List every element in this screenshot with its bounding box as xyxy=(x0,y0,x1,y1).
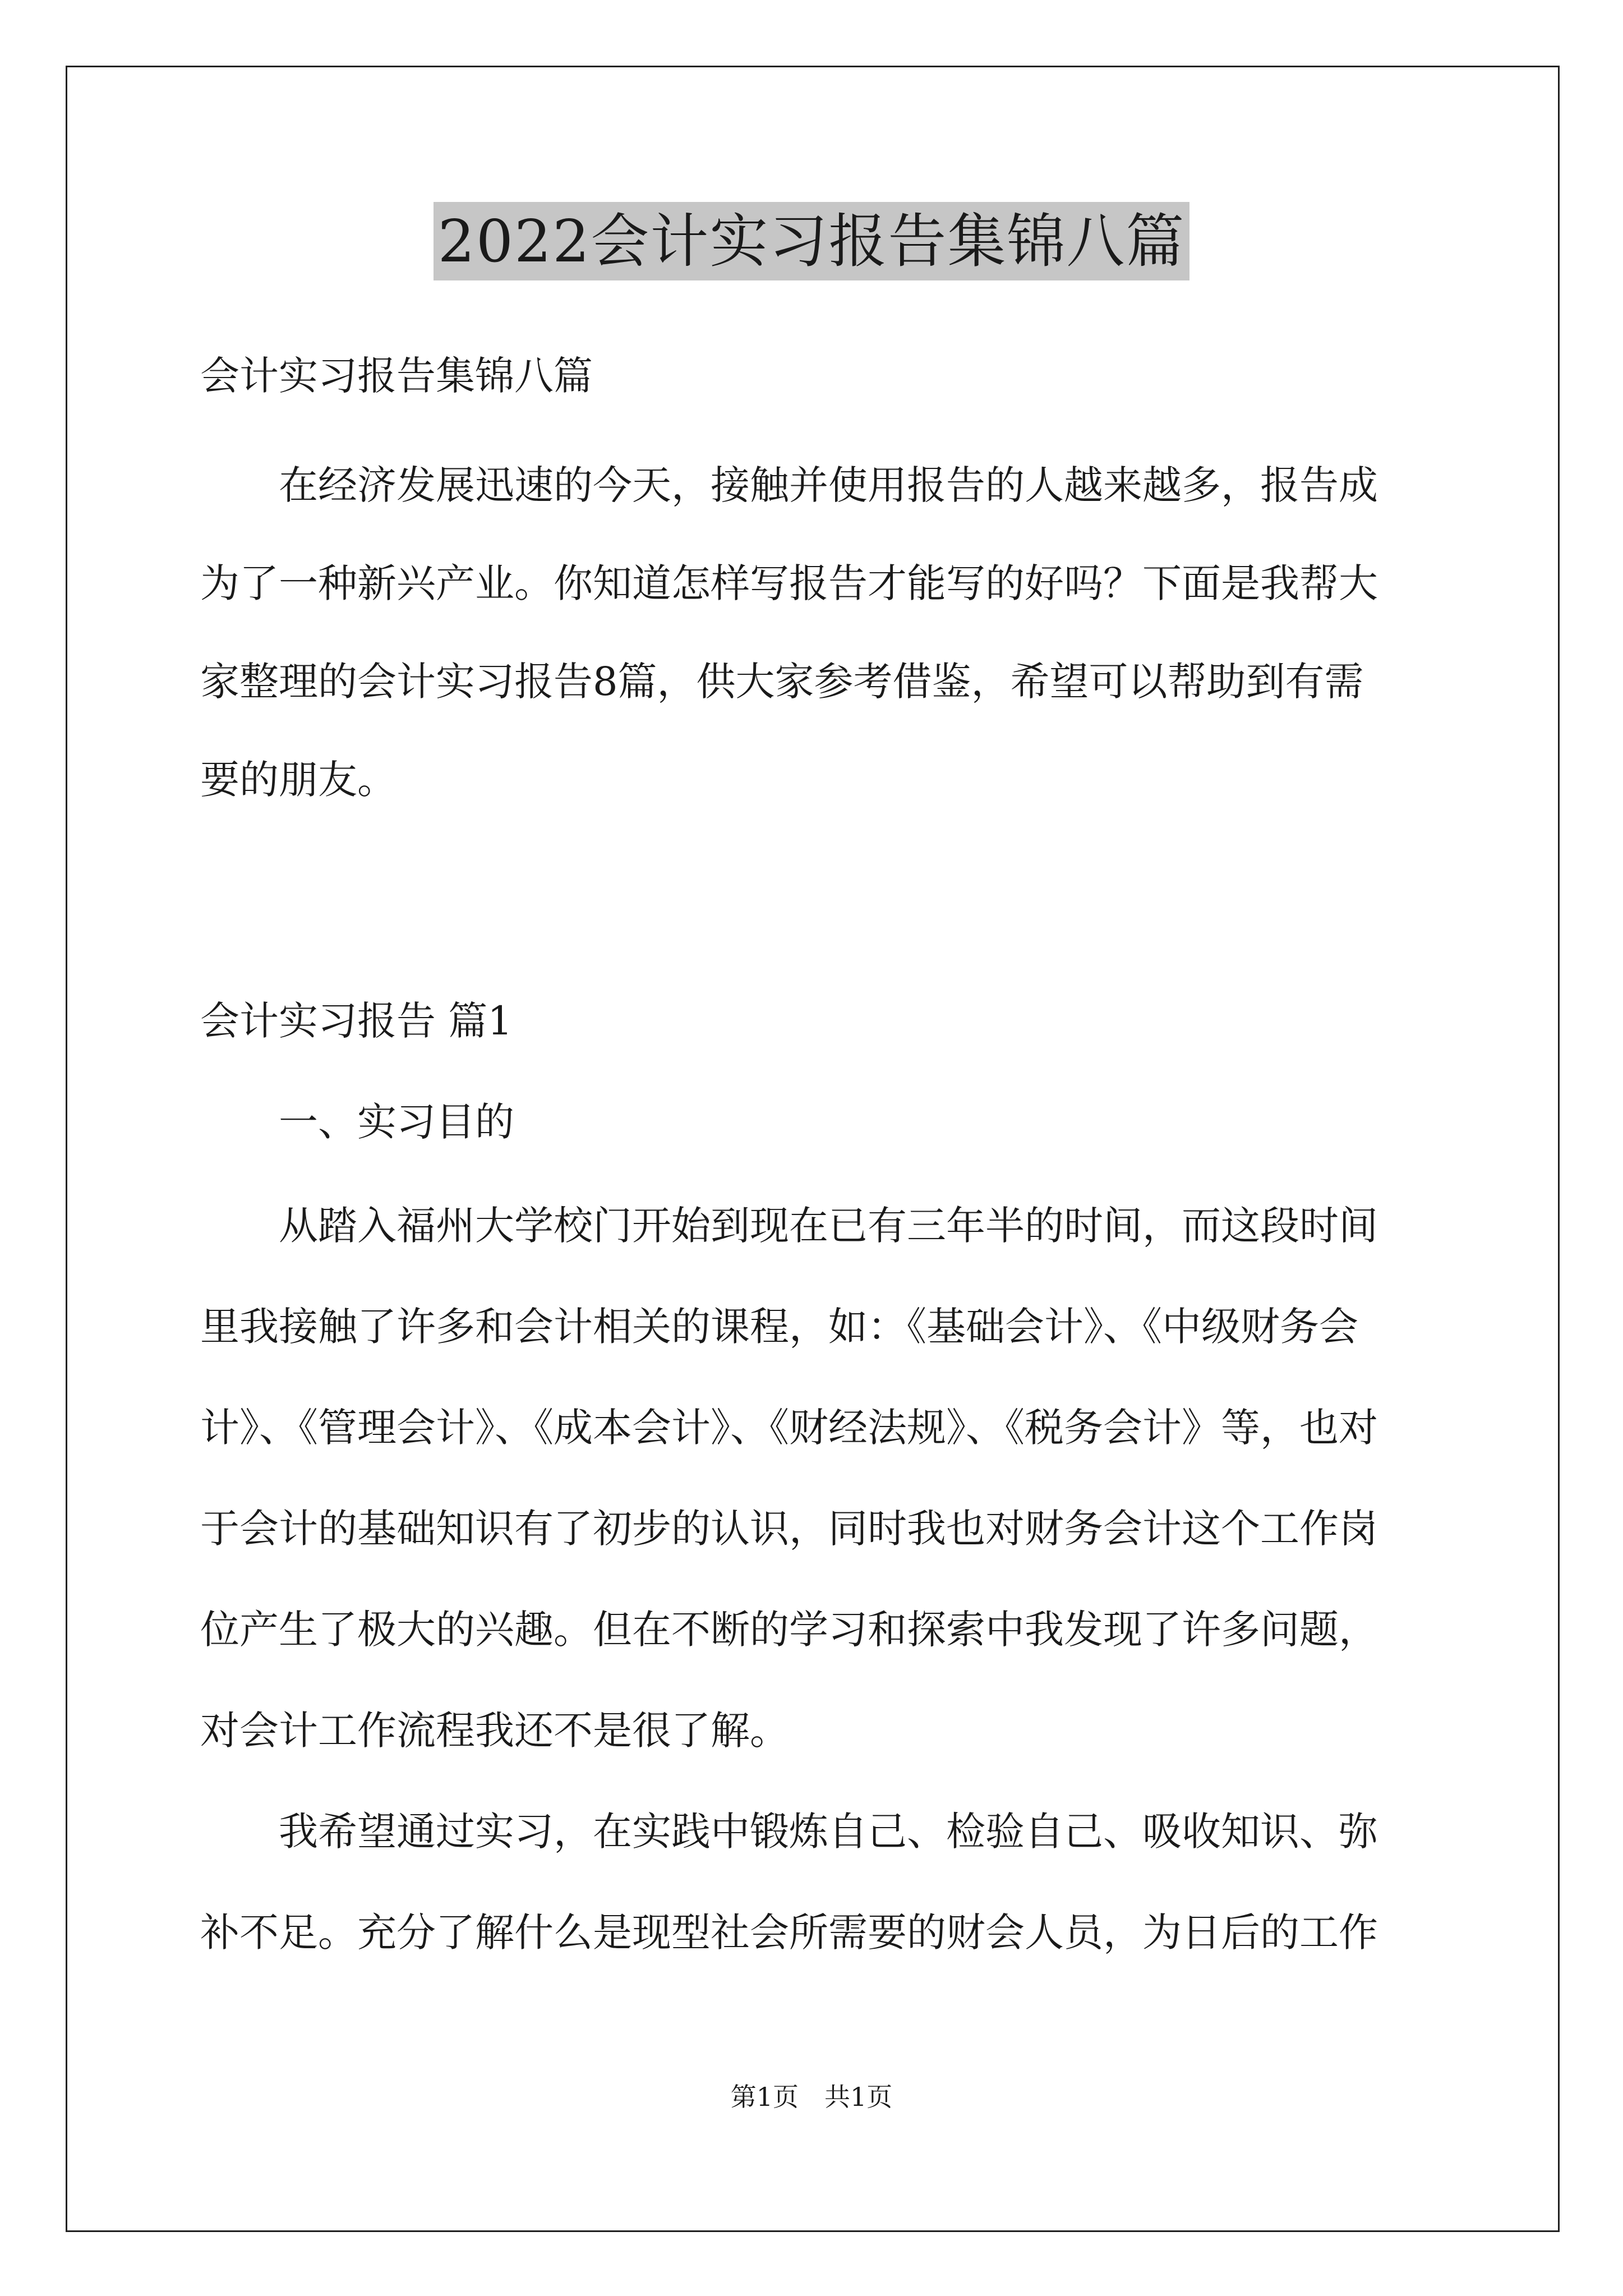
body-line: 从踏入福州大学校门开始到现在已有三年半的时间，而这段时间 xyxy=(279,1203,1378,1249)
intro-line: 要的朋友。 xyxy=(200,757,396,803)
body-line: 补不足。充分了解什么是现型社会所需要的财会人员，为日后的工作 xyxy=(200,1910,1378,1955)
intro-line: 在经济发展迅速的今天，接触并使用报告的人越来越多，报告成 xyxy=(279,462,1378,508)
document-title: 2022会计实习报告集锦八篇 xyxy=(434,202,1190,280)
page-footer: 第1页 共1页 xyxy=(730,2082,893,2112)
intro-line: 为了一种新兴产业。你知道怎样写报告才能写的好吗？下面是我帮大 xyxy=(200,560,1378,606)
body-line: 位产生了极大的兴趣。但在不断的学习和探索中我发现了许多问题， xyxy=(200,1607,1378,1653)
section-heading: 会计实习报告 篇1 xyxy=(200,998,513,1044)
subtitle-line: 会计实习报告集锦八篇 xyxy=(200,353,593,399)
intro-line: 家整理的会计实习报告8篇，供大家参考借鉴，希望可以帮助到有需 xyxy=(200,659,1364,705)
body-line: 我希望通过实习，在实践中锻炼自己、检验自己、吸收知识、弥 xyxy=(279,1809,1378,1855)
body-line: 于会计的基础知识有了初步的认识，同时我也对财务会计这个工作岗 xyxy=(200,1506,1378,1552)
body-line: 计》、《管理会计》、《成本会计》、《财经法规》、《税务会计》等，也对 xyxy=(200,1405,1378,1451)
subsection-heading: 一、实习目的 xyxy=(279,1099,514,1145)
title-container xyxy=(0,202,1623,280)
body-line: 里我接触了许多和会计相关的课程，如：《基础会计》、《中级财务会 xyxy=(200,1304,1358,1350)
body-line: 对会计工作流程我还不是很了解。 xyxy=(200,1708,789,1754)
